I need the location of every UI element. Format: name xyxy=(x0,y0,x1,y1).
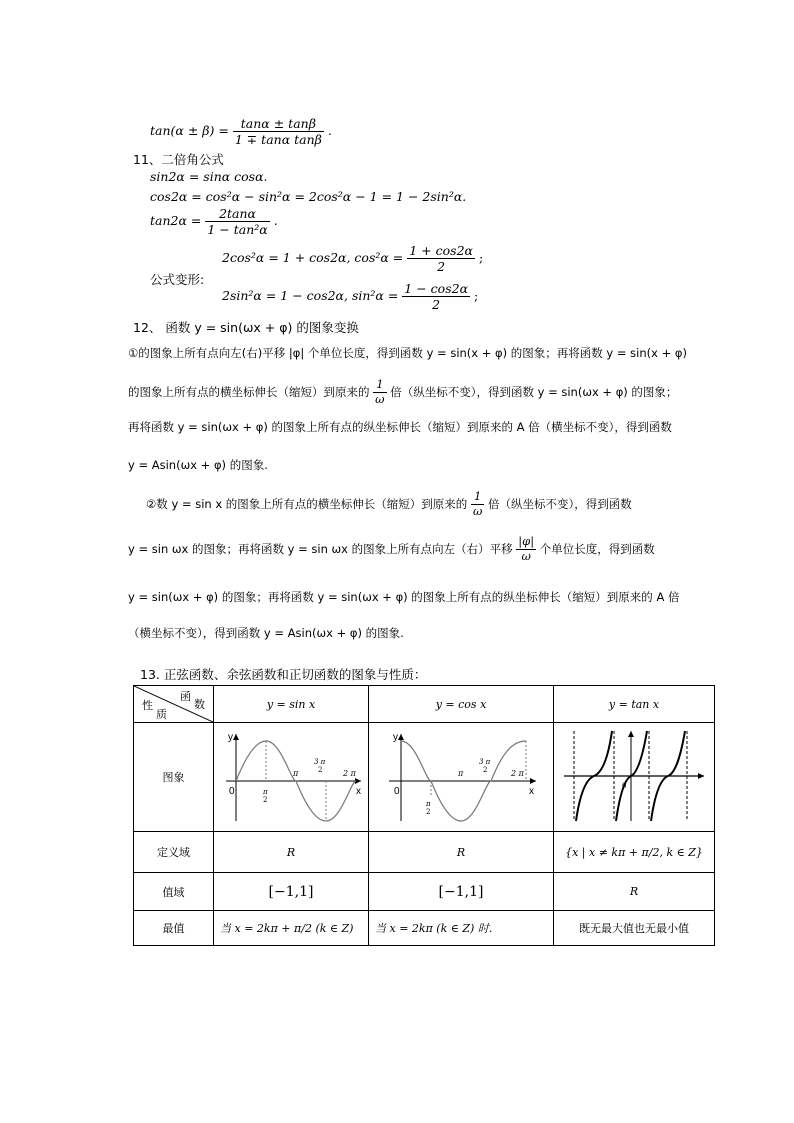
row-label-graph: 图象 xyxy=(134,723,214,832)
sec12-para7: y = sin(ωx + φ) 的图象；再将函数 y = sin(ωx + φ) 的图象上所有点的纵坐标伸长（缩短）到原来的 A 倍 xyxy=(128,590,680,604)
col-header-cos: y = cos x xyxy=(369,686,554,723)
variant2-numerator: 1 − cos2α xyxy=(404,281,469,296)
para6-denominator: ω xyxy=(521,548,531,563)
para5-numerator: 1 xyxy=(471,490,484,505)
para6-text-b: 个单位长度，得到函数 xyxy=(539,541,655,556)
sec11-heading: 11、二倍角公式 xyxy=(133,152,224,167)
variant2-fraction xyxy=(402,281,470,312)
sec12-para6 xyxy=(128,535,655,564)
para5-text-a: ②数 y = sin x 的图象上所有点的横坐标伸长（缩短）到原来的 xyxy=(146,496,468,511)
sec12-para8: （横坐标不变），得到函数 y = Asin(ωx + φ) 的图象. xyxy=(128,626,404,640)
tan-sum-formula xyxy=(150,116,332,147)
para5-text-b: 倍（纵坐标不变），得到函数 xyxy=(488,496,632,511)
para2-numerator: 1 xyxy=(373,378,386,393)
tan2a-lhs: tan2α = xyxy=(150,213,202,228)
variant1-numerator: 1 + cos2α xyxy=(409,243,473,258)
cos-half-pi-num: π xyxy=(426,799,431,808)
sec11-line1: sin2α = sinα cosα. xyxy=(150,169,268,184)
cos-origin-label: 0 xyxy=(394,785,400,797)
table-corner-cell xyxy=(134,686,214,723)
variant1-lhs: 2cos²α = 1 + cos2α, cos²α = xyxy=(222,250,404,265)
cos-3pi-den: 2 xyxy=(483,765,488,774)
sec13-heading: 13. 正弦函数、余弦函数和正切函数的图象与性质： xyxy=(140,667,427,682)
sin-3pi-label: 3 π xyxy=(314,757,326,766)
sin-origin-label: 0 xyxy=(229,785,235,797)
cos-y-label: y xyxy=(393,731,398,743)
tan-sum-lhs: tan(α ± β) = xyxy=(150,123,229,138)
para5-fraction xyxy=(471,490,484,519)
cos-range: [−1,1] xyxy=(369,873,554,911)
sin-half-pi-den: 2 xyxy=(263,795,268,804)
row-label-extrema: 最值 xyxy=(134,911,214,946)
variant2-denominator: 2 xyxy=(432,297,441,312)
tan-graph-cell xyxy=(554,723,715,832)
variant2-end: ; xyxy=(474,288,479,303)
sec12-para4: y = Asin(ωx + φ) 的图象. xyxy=(128,458,268,472)
corner-bottom-label-2: 质 xyxy=(156,708,167,721)
tan-sum-numerator: tanα ± tanβ xyxy=(233,116,324,132)
cos-3pi-label: 3 π xyxy=(479,757,491,766)
para2-text-b: 倍（纵坐标不变），得到函数 y = sin(ωx + φ) 的图象； xyxy=(390,384,678,399)
sin-half-pi-num: π xyxy=(263,787,268,796)
sin-graph xyxy=(216,726,366,826)
cos-x-label: x xyxy=(529,785,534,797)
sec12-heading: 12、 函数 y = sin(ωx + φ) 的图象变换 xyxy=(133,320,359,335)
cos-domain: R xyxy=(369,832,554,873)
row-label-domain: 定义域 xyxy=(134,832,214,873)
sec12-para3: 再将函数 y = sin(ωx + φ) 的图象上所有点的纵坐标伸长（缩短）到原来的 A 倍（横坐标不变），得到函数 xyxy=(128,420,672,434)
tan-sum-end: . xyxy=(327,123,332,138)
tan-extrema: 既无最大值也无最小值 xyxy=(554,911,715,946)
para5-denominator: ω xyxy=(472,503,483,518)
col-header-tan: y = tan x xyxy=(554,686,715,723)
col-header-sin: y = sin x xyxy=(214,686,369,723)
cos-graph-cell xyxy=(369,723,554,832)
tan-sum-denominator: 1 ∓ tanα tanβ xyxy=(234,132,322,147)
cos-graph xyxy=(381,726,541,826)
sin-extrema: 当 x = 2kπ + π/2 (k ∈ Z) xyxy=(214,911,369,946)
tan2a-numerator: 2tanα xyxy=(205,206,269,222)
variant1-end: ; xyxy=(478,250,484,265)
tan-graph xyxy=(559,726,709,826)
tan-range: R xyxy=(554,873,715,911)
para6-fraction xyxy=(516,535,536,564)
variant1-fraction xyxy=(407,243,475,274)
sec12-para5 xyxy=(146,490,632,519)
sin-x-label: x xyxy=(356,785,361,797)
cos-2pi-label: 2 π xyxy=(511,768,524,778)
sin-3pi-den: 2 xyxy=(318,765,323,774)
sec11-line2: cos2α = cos²α − sin²α = 2cos²α − 1 = 1 − 2sin²α. xyxy=(150,189,467,204)
para2-text-a: 的图象上所有点的横坐标伸长（缩短）到原来的 xyxy=(128,384,370,399)
para2-denominator: ω xyxy=(375,391,385,406)
tan2a-end: . xyxy=(273,213,278,228)
corner-top-label-2: 数 xyxy=(194,698,205,711)
sin-2pi-label: 2 π xyxy=(343,768,356,778)
sin-y-label: y xyxy=(228,731,233,743)
sec11-line3 xyxy=(150,206,278,237)
corner-bottom-label: 性 xyxy=(142,699,153,712)
sec12-para1: ①的图象上所有点向左(右)平移 |φ| 个单位长度，得到函数 y = sin(x + φ) 的图象；再将函数 y = sin(x + φ) xyxy=(128,346,687,360)
sec11-variant-label: 公式变形: xyxy=(150,272,205,287)
variant1-denominator: 2 xyxy=(437,259,446,274)
tan-sum-fraction xyxy=(233,116,324,147)
sec11-variant1 xyxy=(222,243,483,274)
para6-text-a: y = sin ωx 的图象；再将函数 y = sin ωx 的图象上所有点向左（右）平移 xyxy=(128,541,513,556)
corner-top-label: 函 xyxy=(180,690,191,703)
sin-domain: R xyxy=(214,832,369,873)
sin-range: [−1,1] xyxy=(214,873,369,911)
sin-graph-cell xyxy=(214,723,369,832)
sec12-para2 xyxy=(128,378,677,407)
trig-properties-table xyxy=(133,685,715,946)
tan2a-denominator: 1 − tan²α xyxy=(207,222,268,237)
para6-numerator: |φ| xyxy=(518,534,535,548)
variant2-lhs: 2sin²α = 1 − cos2α, sin²α = xyxy=(222,288,399,303)
cos-pi-label: π xyxy=(458,768,464,778)
cos-extrema: 当 x = 2kπ (k ∈ Z) 时. xyxy=(369,911,554,946)
cos-half-pi-den: 2 xyxy=(426,807,431,816)
sec11-variant2 xyxy=(222,281,478,312)
tan-domain: {x | x ≠ kπ + π/2, k ∈ Z} xyxy=(554,832,715,873)
tan-origin-label: 0 xyxy=(622,781,627,790)
row-label-range: 值域 xyxy=(134,873,214,911)
tan2a-fraction xyxy=(205,206,269,237)
sin-pi-label: π xyxy=(293,768,299,778)
para2-fraction xyxy=(373,378,386,407)
